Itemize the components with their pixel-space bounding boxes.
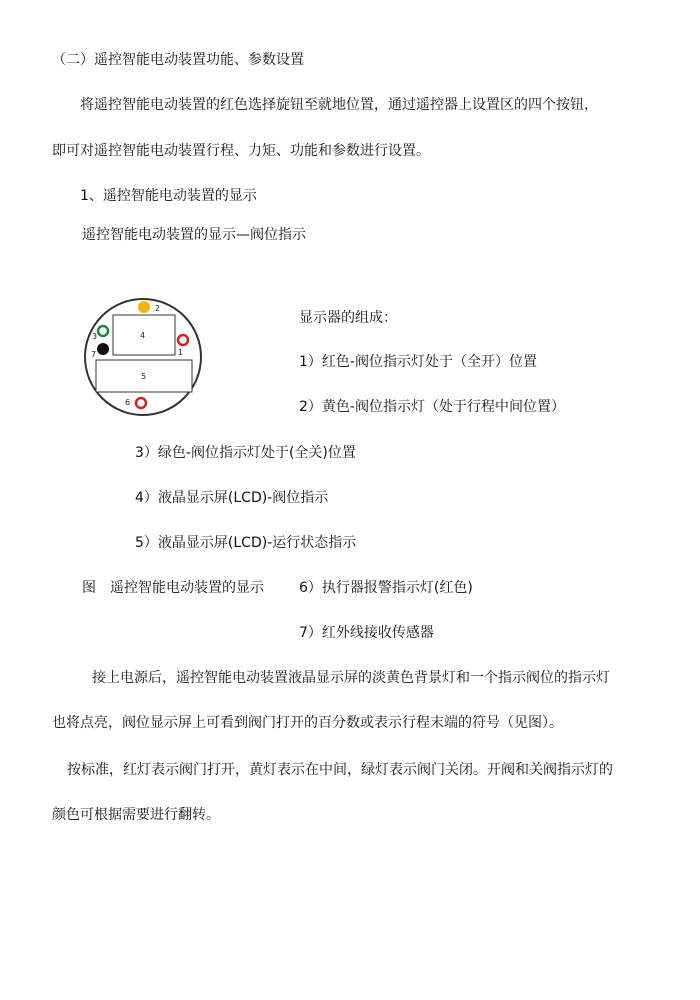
subsection-caption: 遥控智能电动装置的显示—阀位指示 <box>82 227 306 243</box>
component-item-5: 5）液晶显示屏(LCD)-运行状态指示 <box>135 535 357 551</box>
label-lcd-bottom: 5 <box>141 372 147 381</box>
component-item-6: 6）执行器报警指示灯(红色) <box>299 580 473 596</box>
paragraph-1-line-1: 将遥控智能电动装置的红色选择旋钮至就地位置，通过遥控器上设置区的四个按钮， <box>80 97 598 113</box>
components-title: 显示器的组成： <box>299 310 397 326</box>
yellow-indicator-light <box>138 301 150 313</box>
label-lcd-top: 4 <box>140 331 146 340</box>
component-item-7: 7）红外线接收传感器 <box>299 625 434 641</box>
label-red: 1 <box>178 348 184 357</box>
component-item-2: 2）黄色-阀位指示灯（处于行程中间位置） <box>299 399 565 415</box>
label-black: 7 <box>91 350 97 359</box>
green-indicator-light <box>98 326 108 336</box>
paragraph-3-line-2: 颜色可根据需要进行翻转。 <box>52 807 220 823</box>
paragraph-2-line-2: 也将点亮，阀位显示屏上可看到阀门打开的百分数或表示行程末端的符号（见图）。 <box>52 715 563 731</box>
red-indicator-light <box>178 335 188 345</box>
paragraph-3-line-1: 按标准，红灯表示阀门打开，黄灯表示在中间，绿灯表示阀门关闭。开阀和关阀指示灯的 <box>67 762 613 778</box>
paragraph-1-line-2: 即可对遥控智能电动装置行程、力矩、功能和参数进行设置。 <box>52 143 430 159</box>
component-item-4: 4）液晶显示屏(LCD)-阀位指示 <box>135 490 329 506</box>
component-item-1: 1）红色-阀位指示灯处于（全开）位置 <box>299 354 537 370</box>
label-yellow: 2 <box>155 304 161 313</box>
component-item-3: 3）绿色-阀位指示灯处于(全关)位置 <box>135 445 356 461</box>
infrared-sensor <box>97 343 109 355</box>
display-panel-diagram <box>82 296 207 421</box>
section-title: （二）遥控智能电动装置功能、参数设置 <box>52 52 304 68</box>
label-alarm: 6 <box>125 398 131 407</box>
alarm-indicator-light <box>136 398 146 408</box>
paragraph-2-line-1: 接上电源后，遥控智能电动装置液晶显示屏的淡黄色背景灯和一个指示阀位的指示灯 <box>92 670 610 686</box>
label-green: 3 <box>92 332 98 341</box>
figure-caption: 图 遥控智能电动装置的显示 <box>82 580 264 596</box>
subsection-title: 1、遥控智能电动装置的显示 <box>80 188 257 204</box>
